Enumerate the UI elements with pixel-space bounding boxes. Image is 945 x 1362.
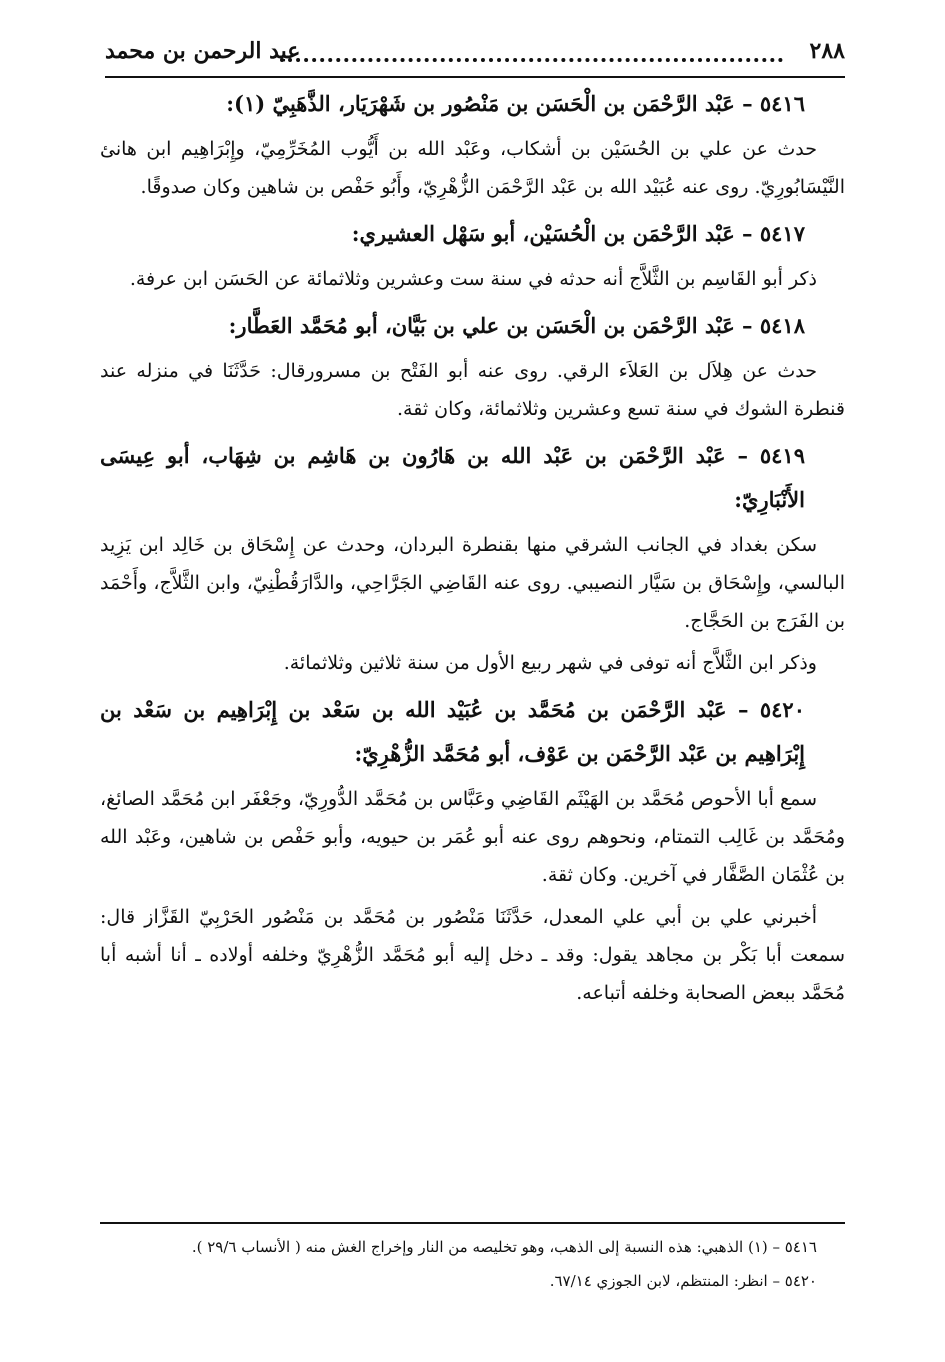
page-header [105, 38, 845, 78]
running-title: عبد الرحمن بن محمد [105, 38, 301, 64]
footnote: ٥٤١٦ – (١) الذهبي: هذه النسبة إلى الذهب، وهو تخليصه من النار وإخراج الغش منه ( الأنساب ٢٩/٦ ). [191, 1238, 817, 1256]
entry-title: ٥٤٢٠ – عَبْد الرَّحْمَن بن مُحَمَّد بن عُبَيْد الله بن سَعْد بن إِبْرَاهِيم بن سَعْد بن إِبْرَاهِيم بن عَبْد الرَّحْمَن بن عَوْف، أبو مُحَمَّد الزُّهْرِيّ: [100, 697, 805, 766]
header-dot-leader [280, 56, 783, 62]
entry-paragraph: سكن بغداد في الجانب الشرقي منها بقنطرة البردان، وحدث عن إِسْحَاق بن خَالِد ابن يَزِيد البالسي، وإِسْحَاق بن سَيَّار النصيبي. روى عنه القَاضِي الجَرَّاحِي، والدَّارَقُطْنِيّ، وابن الثَّلاَّج، وأَحْمَد بن الفَرَج بن الحَجَّاج. [100, 534, 845, 632]
entry-title: ٥٤١٦ – عَبْد الرَّحْمَن بن الْحَسَن بن مَنْصُور بن شَهْرَيَار، الذَّهَبِيّ (١): [226, 91, 805, 116]
footnote-separator [100, 1222, 845, 1224]
entry-paragraph: أخبرني علي بن أبي علي المعدل، حَدَّثَنَا مَنْصُور بن مُحَمَّد بن مَنْصُور الحَرْبِيّ القَزَّاز قال: سمعت أبا بَكْر بن مجاهد يقول: وقد ـ دخل إليه أبو مُحَمَّد الزُّهْرِيّ وخلفه أولاده ـ أنا أشبه أبا مُحَمَّد ببعض الصحابة وخلفه أتباعه. [100, 906, 845, 1004]
entry-title: ٥٤١٩ – عَبْد الرَّحْمَن بن عَبْد الله بن هَارُون بن هَاشِم بن شِهَاب، أبو عِيسَى الأَنْبَارِيّ: [100, 443, 805, 512]
entry-paragraph: ذكر أبو القَاسِم بن الثَّلاَّج أنه حدثه في سنة ست وعشرين وثلاثمائة عن الحَسَن ابن عرفة. [129, 268, 817, 290]
entry-title: ٥٤١٨ – عَبْد الرَّحْمَن بن الْحَسَن بن علي بن بَيَّان، أبو مُحَمَّد العَطَّار: [228, 313, 805, 338]
main-text [100, 82, 845, 1018]
entry-title: ٥٤١٧ – عَبْد الرَّحْمَن بن الْحُسَيْن، أبو سَهْل العشيري: [351, 221, 805, 246]
footnote: ٥٤٢٠ – انظر: المنتظم، لابن الجوزي ٦٧/١٤. [549, 1272, 817, 1290]
entry-5417 [100, 212, 845, 298]
entry-paragraph: وذكر ابن الثَّلاَّج أنه توفى في شهر ربيع الأول من سنة ثلاثين وثلاثمائة. [283, 652, 817, 674]
entry-5416 [100, 82, 845, 206]
footnotes [100, 1232, 845, 1300]
entry-5419 [100, 434, 845, 682]
entry-5420 [100, 688, 845, 1012]
entry-paragraph: حدث عن هِلاَل بن العَلاَء الرقي. روى عنه أبو الفَتْح بن مسرورقال: حَدَّثَنَا في منزله عند قنطرة الشوك في سنة تسع وعشرين وثلاثمائة، وكان ثقة. [100, 360, 845, 420]
entry-paragraph: سمع أبا الأحوص مُحَمَّد بن الهَيْثَم القَاضِي وعَبَّاس بن مُحَمَّد الدُّورِيّ، وجَعْفَر ابن مُحَمَّد الصائغ، ومُحَمَّد بن غَالِب التمتام، ونحوهم روى عنه أبو عُمَر بن حيويه، وأبو حَفْص بن شاهين، وعَبْد الله بن عُثْمَان الصَّفَّار في آخرين. وكان ثقة. [100, 788, 845, 886]
entry-5418 [100, 304, 845, 428]
page-number: ٢٨٨ [809, 38, 845, 64]
entry-paragraph: حدث عن علي بن الحُسَيْن بن أشكاب، وعَبْد الله بن أَيُّوب المُخَرِّمِيّ، وإِبْرَاهِيم ابن هانئ النَّيْسَابُورِيّ. روى عنه عُبَيْد الله بن عَبْد الرَّحْمَن الزُّهْرِيّ، وأَبُو حَفْص بن شاهين وكان صدوقًا. [100, 138, 845, 198]
